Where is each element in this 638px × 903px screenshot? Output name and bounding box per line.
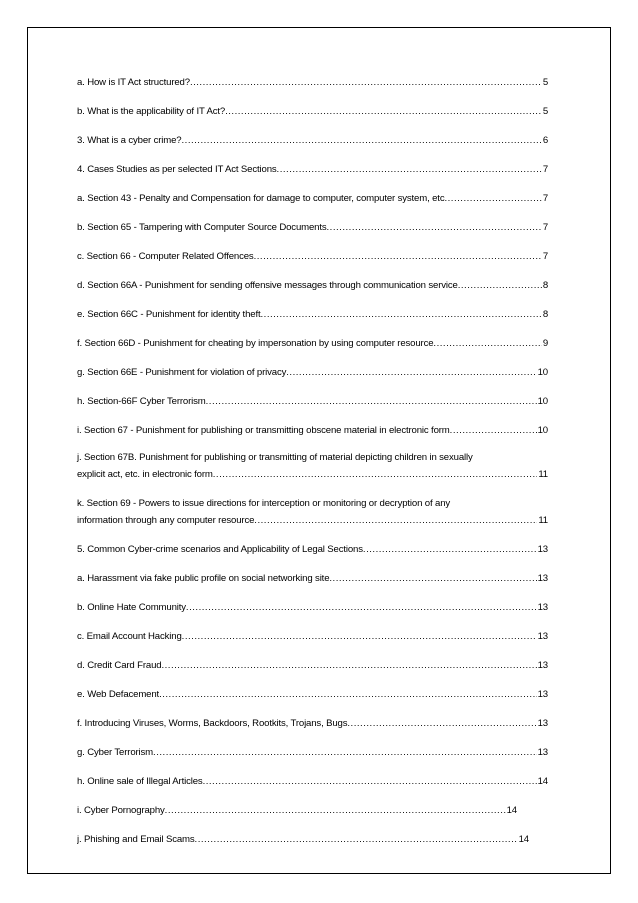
toc-page-number: 7 (542, 222, 548, 233)
toc-page-number: 14 (506, 805, 517, 816)
dot-leader (181, 134, 541, 147)
toc-entry-label: k. Section 69 - Powers to issue directions for interception or monitoring or decryption of any (77, 498, 451, 509)
table-of-contents (77, 70, 548, 846)
toc-entry-label: e. Web Defacement (77, 689, 160, 700)
toc-entry-label: g. Cyber Terrorism (77, 747, 154, 758)
toc-entry[interactable] (77, 163, 548, 176)
toc-entry[interactable] (77, 221, 548, 234)
toc-page-number: 7 (542, 251, 548, 262)
toc-entry-label: e. Section 66C - Punishment for identity theft (77, 309, 261, 320)
toc-entry-label: c. Email Account Hacking (77, 631, 182, 642)
toc-entry[interactable] (77, 688, 548, 701)
toc-page-number: 10 (537, 425, 548, 436)
toc-entry-label: g. Section 66E - Punishment for violation of privacy (77, 367, 287, 378)
toc-page-number: 8 (542, 280, 548, 291)
toc-entry[interactable] (77, 192, 548, 205)
toc-page-number: 13 (537, 602, 548, 613)
dot-leader (190, 76, 542, 89)
toc-page-number: 13 (537, 573, 548, 584)
toc-entry-label: c. Section 66 - Computer Related Offences (77, 251, 254, 262)
toc-entry-label: 4. Cases Studies as per selected IT Act Sections (77, 164, 277, 175)
toc-entry[interactable] (77, 76, 548, 89)
toc-entry[interactable] (77, 833, 529, 846)
toc-page-number: 10 (537, 396, 548, 407)
dot-leader (433, 337, 541, 350)
toc-entry-label: b. Section 65 - Tampering with Computer Source Documents (77, 222, 327, 233)
toc-entry-label: f. Introducing Viruses, Worms, Backdoors, Rootkits, Trojans, Bugs (77, 718, 348, 729)
dot-leader (327, 221, 542, 234)
dot-leader (363, 543, 537, 556)
toc-page-number: 8 (542, 309, 548, 320)
toc-entry-label: a. Harassment via fake public profile on social networking site (77, 573, 330, 584)
toc-page-number: 13 (537, 544, 548, 555)
dot-leader (213, 466, 538, 483)
toc-page-number: 11 (538, 469, 548, 480)
dot-leader (329, 572, 536, 585)
toc-entry-label: 3. What is a cyber crime? (77, 135, 182, 146)
dot-leader (254, 512, 537, 529)
toc-entry[interactable] (77, 659, 548, 672)
toc-entry[interactable] (77, 308, 548, 321)
dot-leader (165, 804, 506, 817)
toc-entry[interactable] (77, 804, 517, 817)
dot-leader (458, 279, 542, 292)
dot-leader (182, 630, 537, 643)
dot-leader (195, 833, 518, 846)
dot-leader (159, 688, 537, 701)
toc-entry[interactable] (77, 717, 548, 730)
toc-entry[interactable] (77, 630, 548, 643)
toc-entry[interactable] (77, 543, 548, 556)
toc-page-number: 5 (542, 106, 548, 117)
toc-page-number: 13 (537, 718, 548, 729)
toc-entry[interactable] (77, 337, 548, 350)
toc-entry[interactable] (77, 134, 548, 147)
toc-entry[interactable] (77, 449, 548, 483)
toc-entry-label: h. Section-66F Cyber Terrorism (77, 396, 206, 407)
toc-page-number: 14 (518, 834, 529, 845)
toc-entry[interactable] (77, 601, 548, 614)
toc-page-number: 9 (542, 338, 548, 349)
toc-page-number: 13 (537, 747, 548, 758)
toc-entry[interactable] (77, 105, 548, 118)
toc-entry-label: b. Online Hate Community (77, 602, 186, 613)
dot-leader (225, 105, 542, 118)
toc-entry-label: a. How is IT Act structured? (77, 77, 190, 88)
dot-leader (347, 717, 536, 730)
toc-entry-label: b. What is the applicability of IT Act? (77, 106, 226, 117)
dot-leader (161, 659, 536, 672)
toc-entry[interactable] (77, 746, 548, 759)
toc-entry-label: 5. Common Cyber-crime scenarios and Applicability of Legal Sections (77, 544, 363, 555)
toc-page-number: 7 (542, 164, 548, 175)
dot-leader (153, 746, 537, 759)
dot-leader (206, 395, 537, 408)
toc-entry[interactable] (77, 279, 548, 292)
dot-leader (260, 308, 541, 321)
dot-leader (203, 775, 537, 788)
toc-entry[interactable] (77, 495, 548, 529)
toc-page-number: 13 (537, 660, 548, 671)
dot-leader (286, 366, 536, 379)
toc-entry-label: h. Online sale of Illegal Articles (77, 776, 203, 787)
dot-leader (277, 163, 542, 176)
toc-page-number: 10 (537, 367, 548, 378)
dot-leader (444, 192, 541, 205)
toc-entry[interactable] (77, 395, 548, 408)
toc-page-number: 7 (542, 193, 548, 204)
toc-page-number: 6 (542, 135, 548, 146)
toc-entry-label: d. Credit Card Fraud (77, 660, 162, 671)
toc-entry-label: a. Section 43 - Penalty and Compensation for damage to computer, computer system, etc (77, 193, 445, 204)
toc-entry-label: f. Section 66D - Punishment for cheating by impersonation by using computer resource (77, 338, 434, 349)
toc-entry[interactable] (77, 250, 548, 263)
toc-page-number: 5 (542, 77, 548, 88)
toc-page-number: 11 (538, 515, 548, 526)
toc-entry-label-continued: explicit act, etc. in electronic form (77, 469, 213, 480)
toc-entry[interactable] (77, 366, 548, 379)
toc-entry-label: i. Cyber Pornography (77, 805, 165, 816)
toc-page-number: 13 (537, 631, 548, 642)
toc-entry-label: j. Phishing and Email Scams (77, 834, 195, 845)
toc-entry-label: j. Section 67B. Punishment for publishing or transmitting of material depicting children in sexually (77, 452, 473, 463)
toc-page-number: 13 (537, 689, 548, 700)
toc-entry[interactable] (77, 572, 548, 585)
dot-leader (254, 250, 542, 263)
toc-entry[interactable] (77, 424, 548, 437)
toc-entry-label-continued: information through any computer resource (77, 515, 255, 526)
toc-entry-label: i. Section 67 - Punishment for publishing or transmitting obscene material in electronic form (77, 425, 450, 436)
dot-leader (186, 601, 537, 614)
dot-leader (450, 424, 537, 437)
toc-entry-label: d. Section 66A - Punishment for sending offensive messages through communication service (77, 280, 458, 291)
toc-page-number: 14 (537, 776, 548, 787)
toc-entry[interactable] (77, 775, 548, 788)
